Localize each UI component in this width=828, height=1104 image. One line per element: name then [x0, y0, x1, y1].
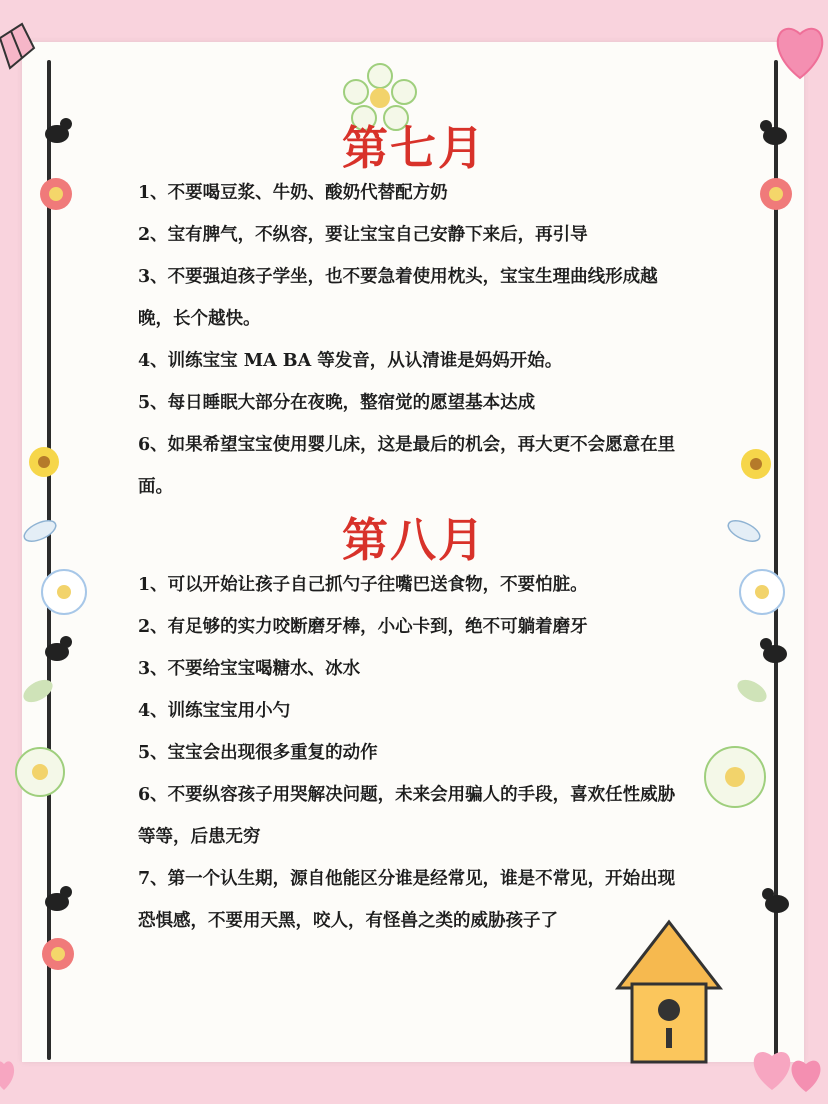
green-flower-icon [12, 744, 68, 800]
hearts-icon [748, 1030, 828, 1104]
heart-corner-icon [0, 1040, 24, 1100]
bird-silhouette-icon [760, 882, 794, 922]
list-item: 4、训练宝宝用小勺 [138, 701, 291, 721]
list-item: 5、每日睡眠大部分在夜晚，整宿觉的愿望基本达成 [138, 393, 536, 413]
bird-silhouette-icon [40, 630, 74, 670]
section-list-month-8 [138, 564, 686, 942]
red-flower-icon [758, 176, 794, 212]
list-item: 7、第一个认生期，源自他能区分谁是经常见，谁是不常见，开始出现恐惧感，不要用天黑，咬人，有怪兽之类的威胁孩子了 [138, 869, 676, 931]
yellow-flower-icon [26, 444, 62, 480]
yellow-flower-icon [738, 446, 774, 482]
bird-silhouette-icon [40, 880, 74, 920]
leaf-icon [20, 676, 56, 706]
section-title-month-8: 第八月 [342, 513, 486, 567]
list-item: 3、不要强迫孩子学坐，也不要急着使用枕头，宝宝生理曲线形成越晚，长个越快。 [138, 267, 658, 329]
list-item: 1、不要喝豆浆、牛奶、酸奶代替配方奶 [138, 183, 448, 203]
leaf-icon [734, 676, 770, 706]
gift-box-icon [0, 18, 36, 88]
list-item: 5、宝宝会出现很多重复的动作 [138, 743, 378, 763]
list-item: 3、不要给宝宝喝糖水、冰水 [138, 659, 361, 679]
list-item: 2、宝有脾气，不纵容，要让宝宝自己安静下来后，再引导 [138, 225, 588, 245]
section-list-month-7 [138, 172, 686, 508]
heart-icon [772, 8, 828, 88]
green-flower-icon [700, 742, 770, 812]
red-flower-icon [40, 936, 76, 972]
red-flower-icon [38, 176, 74, 212]
list-item: 6、如果希望宝宝使用婴儿床，这是最后的机会，再大更不会愿意在里面。 [138, 435, 676, 497]
section-title-month-7: 第七月 [342, 121, 486, 175]
list-item: 1、可以开始让孩子自己抓勺子往嘴巴送食物，不要怕脏。 [138, 575, 588, 595]
white-flower-icon [736, 566, 788, 618]
list-item: 4、训练宝宝 MA BA 等发音，从认清谁是妈妈开始。 [138, 351, 563, 371]
white-flower-icon [38, 566, 90, 618]
bird-silhouette-icon [758, 632, 792, 672]
list-item: 6、不要纵容孩子用哭解决问题，未来会用骗人的手段，喜欢任性威胁等等，后患无穷 [138, 785, 676, 847]
list-item: 2、有足够的实力咬断磨牙棒，小心卡到，绝不可躺着磨牙 [138, 617, 588, 637]
